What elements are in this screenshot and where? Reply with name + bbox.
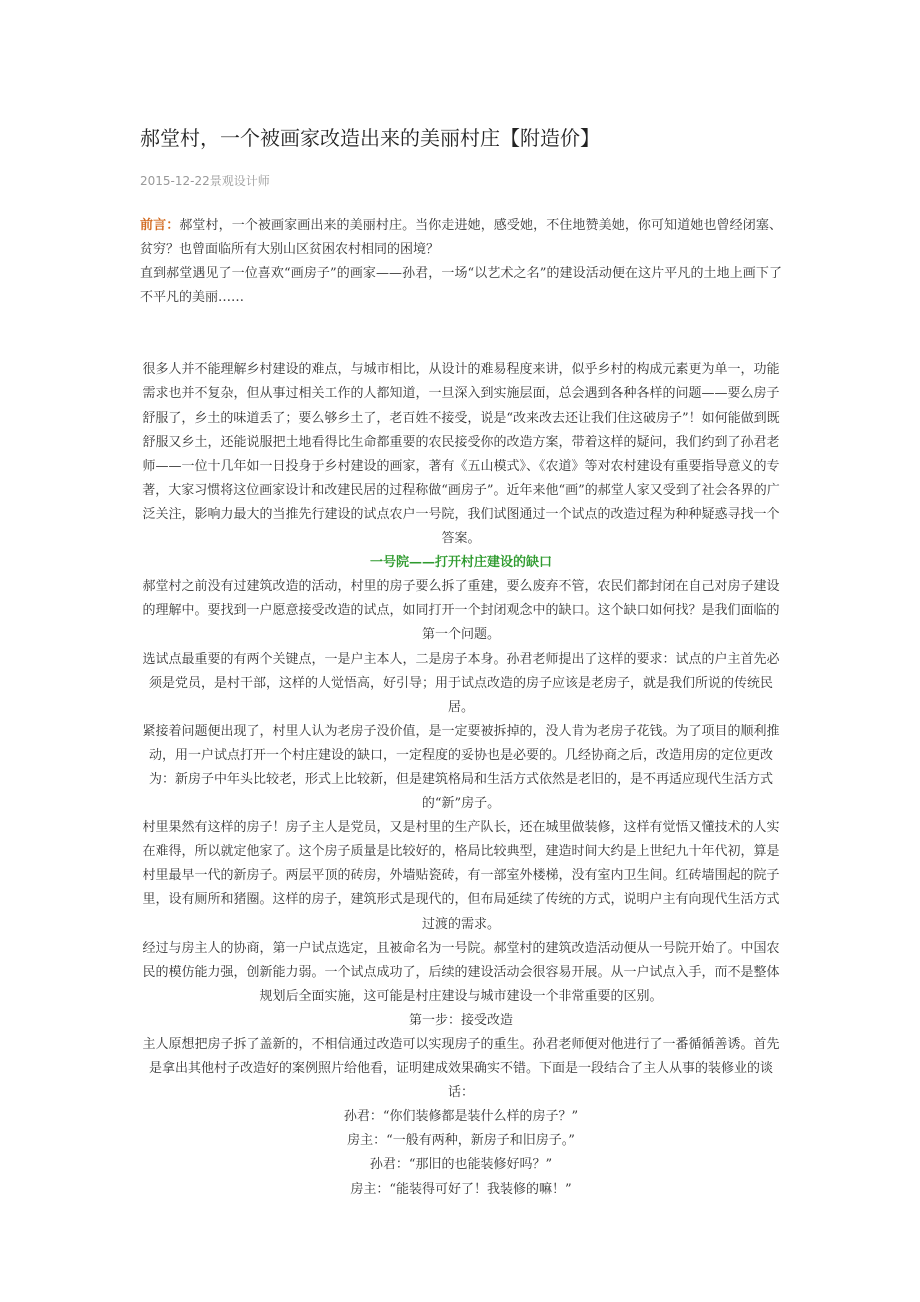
- step-heading: 第一步：接受改造: [408, 1012, 513, 1028]
- body-paragraph-4: 村里果然有这样的房子！房子主人是党员，又是村里的生产队长，还在城里做装修，这样有觉悟又懂技术的人实在难得，所以就定他家了。这个房子质量是比较好的，格局比较典型，建造时间大约是上世纪九十年代初，算是村里最早一代的新房子。两层平顶的砖房，外墙贴瓷砖，有一部室外楼梯，没有室内卫生间。红砖墙围起的院子里，设有厕所和猪圈。这样的房子，建筑形式是现代的，但布局延续了传统的方式，说明户主有向现代生活方式过渡的需求。: [142, 820, 780, 932]
- article-date: 2015-12-22: [140, 174, 210, 188]
- dialogue-line: 房主：“能装得可好了！我装修的嘛！”: [350, 1181, 572, 1197]
- paragraph-gap: [140, 310, 782, 358]
- body-paragraph-6: 主人原想把房子拆了盖新的，不相信通过改造可以实现房子的重生。孙君老师便对他进行了一番循循善诱。首先是拿出其他村子改造好的案例照片给他看，证明建成效果确实不错。下面是一段结合了主人从事的装修业的谈话：: [142, 1037, 780, 1101]
- lead-paragraph-2: 直到郝堂遇见了一位喜欢“画房子”的画家——孙君，一场“以艺术之名”的建设活动便在这片平凡的土地上画下了不平凡的美丽……: [140, 266, 782, 306]
- body-paragraph-2: 选试点最重要的有两个关键点，一是户主本人，二是房子本身。孙君老师提出了这样的要求：试点的户主首先必须是党员，是村干部，这样的人觉悟高，好引导；用于试点改造的房子应该是老房子，就是我们所说的传统民居。: [142, 651, 780, 715]
- article-body: [140, 214, 782, 1202]
- lead-label: 前言：: [140, 218, 180, 233]
- intro-paragraph: 很多人并不能理解乡村建设的难点，与城市相比，从设计的难易程度来讲，似乎乡村的构成元素更为单一，功能需求也并不复杂，但从事过相关工作的人都知道，一旦深入到实施层面，总会遇到各种各样的问题——要么房子舒服了，乡土的味道丢了；要么够乡土了，老百姓不接受，说是“改来改去还让我们住这破房子”！如何能做到既舒服又乡土，还能说服把土地看得比生命都重要的农民接受你的改造方案，带着这样的疑问，我们约到了孙君老师——一位十几年如一日投身于乡村建设的画家，著有《五山模式》、《农道》等对农村建设有重要指导意义的专著，大家习惯将这位画家设计和改建民居的过程称做“画房子”。近年来他“画”的郝堂人家又受到了社会各界的广泛关注，影响力最大的当推先行建设的试点农户一号院，我们试图通过一个试点的改造过程为种种疑惑寻找一个答案。: [142, 362, 780, 547]
- dialogue-line: 孙君：“你们装修都是装什么样的房子？”: [343, 1109, 579, 1125]
- article-title: 郝堂村，一个被画家改造出来的美丽村庄【附造价】: [140, 126, 600, 150]
- section-title: 一号院——打开村庄建设的缺口: [369, 555, 552, 571]
- lead-paragraph: [140, 214, 782, 262]
- lead-text: 郝堂村，一个被画家画出来的美丽村庄。当你走进她，感受她，不住地赞美她，你可知道她也曾经闭塞、贫穷？也曾面临所有大别山区贫困农村相同的困境？: [140, 218, 782, 258]
- article-author: 景观设计师: [209, 174, 270, 188]
- article-meta: [140, 172, 270, 189]
- body-paragraph-1: 郝堂村之前没有过建筑改造的活动，村里的房子要么拆了重建，要么废弃不管，农民们都封闭在自己对房子建设的理解中。要找到一户愿意接受改造的试点，如同打开一个封闭观念中的缺口。这个缺口如何找？是我们面临的第一个问题。: [142, 579, 780, 643]
- body-paragraph-5: 经过与房主人的协商，第一户试点选定，且被命名为一号院。郝堂村的建筑改造活动便从一号院开始了。中国农民的模仿能力强，创新能力弱。一个试点成功了，后续的建设活动会很容易开展。从一户试点入手，而不是整体规划后全面实施，这可能是村庄建设与城市建设一个非常重要的区别。: [142, 940, 780, 1004]
- body-paragraph-3: 紧接着问题便出现了，村里人认为老房子没价值，是一定要被拆掉的，没人肯为老房子花钱。为了项目的顺利推动，用一户试点打开一个村庄建设的缺口，一定程度的妥协也是必要的。几经协商之后，改造用房的定位更改为：新房子中年头比较老，形式上比较新，但是建筑格局和生活方式依然是老旧的，是不再适应现代生活方式的“新”房子。: [142, 723, 780, 812]
- dialogue-line: 房主：“一般有两种，新房子和旧房子。”: [347, 1133, 575, 1149]
- dialogue-line: 孙君：“那旧的也能装修好吗？”: [369, 1157, 553, 1173]
